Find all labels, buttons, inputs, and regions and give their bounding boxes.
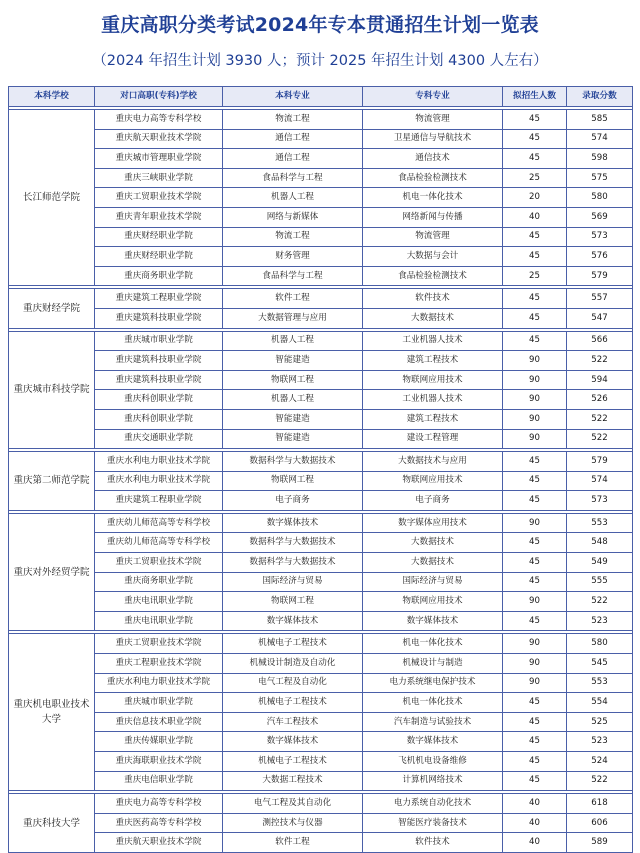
undergrad-major-cell: 财务管理 [223, 247, 363, 267]
admission-score-cell: 580 [567, 188, 633, 208]
enrollment-count-cell: 45 [503, 247, 567, 267]
admission-score-cell: 575 [567, 168, 633, 188]
vocational-major-cell: 计算机网络技术 [363, 771, 503, 791]
undergrad-major-cell: 物联网工程 [223, 471, 363, 491]
admission-score-cell: 580 [567, 634, 633, 654]
undergrad-major-cell: 物联网工程 [223, 592, 363, 612]
admission-score-cell: 573 [567, 227, 633, 247]
enrollment-count-cell: 45 [503, 712, 567, 732]
undergrad-major-cell: 食品科学与工程 [223, 266, 363, 286]
admission-score-cell: 523 [567, 611, 633, 631]
table-row [9, 129, 633, 149]
table-row [9, 752, 633, 772]
vocational-school-cell: 重庆医药高等专科学校 [95, 813, 223, 833]
vocational-major-cell: 电力系统继电保护技术 [363, 673, 503, 693]
vocational-major-cell: 软件技术 [363, 833, 503, 853]
vocational-major-cell: 物流管理 [363, 110, 503, 130]
undergrad-major-cell: 数据科学与大数据技术 [223, 452, 363, 472]
enrollment-count-cell: 45 [503, 693, 567, 713]
enrollment-count-cell: 45 [503, 491, 567, 511]
enrollment-count-cell: 90 [503, 370, 567, 390]
vocational-school-cell: 重庆商务职业学院 [95, 572, 223, 592]
table-row [9, 370, 633, 390]
vocational-school-cell: 重庆电力高等专科学校 [95, 110, 223, 130]
header-vocational-major: 专科专业 [363, 87, 503, 107]
admission-score-cell: 574 [567, 471, 633, 491]
table-row [9, 351, 633, 371]
undergrad-school-cell: 重庆对外经贸学院 [9, 513, 95, 631]
admission-score-cell: 545 [567, 654, 633, 674]
table-row [9, 654, 633, 674]
vocational-major-cell: 智能医疗装备技术 [363, 813, 503, 833]
vocational-major-cell: 数字媒体技术 [363, 732, 503, 752]
table-row [9, 168, 633, 188]
undergrad-major-cell: 测控技术与仪器 [223, 813, 363, 833]
table-row [9, 491, 633, 511]
undergrad-major-cell: 物流工程 [223, 227, 363, 247]
vocational-major-cell: 食品检验检测技术 [363, 168, 503, 188]
table-header-row [9, 87, 633, 107]
page-title: 重庆高职分类考试2024年专本贯通招生计划一览表 [101, 14, 539, 36]
enrollment-count-cell: 45 [503, 308, 567, 328]
table-row [9, 553, 633, 573]
table-row [9, 533, 633, 553]
enrollment-count-cell: 20 [503, 188, 567, 208]
header-undergrad-major: 本科专业 [223, 87, 363, 107]
vocational-school-cell: 重庆财经职业学院 [95, 227, 223, 247]
admission-score-cell: 548 [567, 533, 633, 553]
vocational-major-cell: 物联网应用技术 [363, 471, 503, 491]
enrollment-count-cell: 90 [503, 409, 567, 429]
table-row [9, 289, 633, 309]
table-row [9, 452, 633, 472]
enrollment-count-cell: 40 [503, 813, 567, 833]
vocational-school-cell: 重庆建筑工程职业学院 [95, 289, 223, 309]
undergrad-major-cell: 网络与新媒体 [223, 207, 363, 227]
undergrad-major-cell: 软件工程 [223, 289, 363, 309]
enrollment-count-cell: 90 [503, 513, 567, 533]
enrollment-count-cell: 45 [503, 572, 567, 592]
admission-score-cell: 598 [567, 149, 633, 169]
undergrad-major-cell: 数字媒体技术 [223, 732, 363, 752]
enrollment-count-cell: 90 [503, 592, 567, 612]
undergrad-major-cell: 数据科学与大数据技术 [223, 533, 363, 553]
vocational-major-cell: 软件技术 [363, 289, 503, 309]
vocational-major-cell: 数字媒体应用技术 [363, 513, 503, 533]
vocational-school-cell: 重庆电力高等专科学校 [95, 794, 223, 814]
table-row [9, 592, 633, 612]
enrollment-count-cell: 45 [503, 533, 567, 553]
enrollment-count-cell: 45 [503, 227, 567, 247]
undergrad-major-cell: 智能建造 [223, 409, 363, 429]
admission-score-cell: 569 [567, 207, 633, 227]
vocational-school-cell: 重庆三峡职业学院 [95, 168, 223, 188]
vocational-school-cell: 重庆水利电力职业技术学院 [95, 452, 223, 472]
vocational-major-cell: 物流管理 [363, 227, 503, 247]
vocational-major-cell: 物联网应用技术 [363, 592, 503, 612]
table-row [9, 308, 633, 328]
undergrad-major-cell: 软件工程 [223, 833, 363, 853]
vocational-school-cell: 重庆建筑科技职业学院 [95, 370, 223, 390]
enrollment-count-cell: 45 [503, 771, 567, 791]
admission-score-cell: 579 [567, 266, 633, 286]
vocational-major-cell: 网络新闻与传播 [363, 207, 503, 227]
vocational-major-cell: 大数据技术与应用 [363, 452, 503, 472]
undergrad-major-cell: 食品科学与工程 [223, 168, 363, 188]
vocational-school-cell: 重庆建筑科技职业学院 [95, 351, 223, 371]
enrollment-count-cell: 40 [503, 833, 567, 853]
vocational-major-cell: 建筑工程技术 [363, 409, 503, 429]
undergrad-major-cell: 智能建造 [223, 429, 363, 449]
vocational-school-cell: 重庆电讯职业学院 [95, 592, 223, 612]
vocational-school-cell: 重庆工程职业技术学院 [95, 654, 223, 674]
table-row [9, 693, 633, 713]
undergrad-major-cell: 数字媒体技术 [223, 513, 363, 533]
admission-score-cell: 522 [567, 592, 633, 612]
enrollment-count-cell: 45 [503, 289, 567, 309]
undergrad-major-cell: 数据科学与大数据技术 [223, 553, 363, 573]
vocational-school-cell: 重庆商务职业学院 [95, 266, 223, 286]
admission-score-cell: 522 [567, 429, 633, 449]
vocational-major-cell: 大数据技术 [363, 533, 503, 553]
enrollment-count-cell: 45 [503, 452, 567, 472]
undergrad-major-cell: 国际经济与贸易 [223, 572, 363, 592]
undergrad-school-cell: 重庆机电职业技术大学 [9, 634, 95, 791]
header-vocational-school: 对口高职(专科)学校 [95, 87, 223, 107]
vocational-school-cell: 重庆工贸职业技术学院 [95, 188, 223, 208]
enrollment-count-cell: 45 [503, 752, 567, 772]
undergrad-major-cell: 通信工程 [223, 129, 363, 149]
vocational-major-cell: 电子商务 [363, 491, 503, 511]
table-row [9, 513, 633, 533]
vocational-major-cell: 大数据与会计 [363, 247, 503, 267]
undergrad-major-cell: 电气工程及其自动化 [223, 794, 363, 814]
vocational-major-cell: 机械设计与制造 [363, 654, 503, 674]
table-row [9, 712, 633, 732]
enrollment-count-cell: 90 [503, 673, 567, 693]
admission-score-cell: 553 [567, 673, 633, 693]
admission-score-cell: 522 [567, 771, 633, 791]
header-undergrad-school: 本科学校 [9, 87, 95, 107]
enrollment-count-cell: 45 [503, 471, 567, 491]
vocational-major-cell: 电力系统自动化技术 [363, 794, 503, 814]
admission-score-cell: 522 [567, 351, 633, 371]
vocational-school-cell: 重庆科创职业学院 [95, 409, 223, 429]
enrollment-count-cell: 25 [503, 266, 567, 286]
vocational-major-cell: 汽车制造与试验技术 [363, 712, 503, 732]
table-row [9, 833, 633, 853]
enrollment-count-cell: 45 [503, 331, 567, 351]
admission-score-cell: 574 [567, 129, 633, 149]
admission-score-cell: 606 [567, 813, 633, 833]
vocational-school-cell: 重庆幼儿师范高等专科学校 [95, 513, 223, 533]
enrollment-count-cell: 40 [503, 207, 567, 227]
enrollment-count-cell: 40 [503, 794, 567, 814]
admission-score-cell: 554 [567, 693, 633, 713]
vocational-school-cell: 重庆工贸职业技术学院 [95, 553, 223, 573]
enrollment-count-cell: 45 [503, 611, 567, 631]
enrollment-count-cell: 45 [503, 129, 567, 149]
table-row [9, 110, 633, 130]
table-row [9, 149, 633, 169]
vocational-school-cell: 重庆城市职业学院 [95, 693, 223, 713]
vocational-school-cell: 重庆青年职业技术学院 [95, 207, 223, 227]
undergrad-major-cell: 机器人工程 [223, 188, 363, 208]
undergrad-school-cell: 重庆财经学院 [9, 289, 95, 328]
vocational-major-cell: 数字媒体技术 [363, 611, 503, 631]
vocational-major-cell: 机电一体化技术 [363, 634, 503, 654]
table-row [9, 188, 633, 208]
vocational-major-cell: 工业机器人技术 [363, 331, 503, 351]
vocational-major-cell: 物联网应用技术 [363, 370, 503, 390]
table-row [9, 390, 633, 410]
table-body [9, 107, 633, 853]
enrollment-count-cell: 25 [503, 168, 567, 188]
vocational-school-cell: 重庆工贸职业技术学院 [95, 634, 223, 654]
vocational-school-cell: 重庆交通职业学院 [95, 429, 223, 449]
table-row [9, 471, 633, 491]
header-admission-score: 录取分数 [567, 87, 633, 107]
undergrad-major-cell: 机械电子工程技术 [223, 693, 363, 713]
undergrad-major-cell: 机器人工程 [223, 390, 363, 410]
table-row [9, 813, 633, 833]
table-row [9, 266, 633, 286]
vocational-school-cell: 重庆财经职业学院 [95, 247, 223, 267]
enrollment-count-cell: 90 [503, 634, 567, 654]
undergrad-major-cell: 物流工程 [223, 110, 363, 130]
vocational-school-cell: 重庆电信职业学院 [95, 771, 223, 791]
undergrad-major-cell: 数字媒体技术 [223, 611, 363, 631]
table-row [9, 227, 633, 247]
undergrad-major-cell: 汽车工程技术 [223, 712, 363, 732]
enrollment-count-cell: 90 [503, 654, 567, 674]
undergrad-school-cell: 重庆科技大学 [9, 794, 95, 853]
undergrad-major-cell: 机械电子工程技术 [223, 634, 363, 654]
table-row [9, 794, 633, 814]
table-row [9, 771, 633, 791]
vocational-major-cell: 大数据技术 [363, 308, 503, 328]
admission-score-cell: 553 [567, 513, 633, 533]
admission-score-cell: 576 [567, 247, 633, 267]
admission-score-cell: 526 [567, 390, 633, 410]
admission-score-cell: 547 [567, 308, 633, 328]
vocational-major-cell: 大数据技术 [363, 553, 503, 573]
admission-score-cell: 589 [567, 833, 633, 853]
enrollment-count-cell: 45 [503, 732, 567, 752]
table-row [9, 673, 633, 693]
table-row [9, 634, 633, 654]
vocational-major-cell: 食品检验检测技术 [363, 266, 503, 286]
admission-score-cell: 573 [567, 491, 633, 511]
vocational-school-cell: 重庆城市职业学院 [95, 331, 223, 351]
undergrad-school-cell: 重庆第二师范学院 [9, 452, 95, 511]
admission-score-cell: 585 [567, 110, 633, 130]
undergrad-major-cell: 物联网工程 [223, 370, 363, 390]
undergrad-major-cell: 通信工程 [223, 149, 363, 169]
admission-score-cell: 557 [567, 289, 633, 309]
admission-score-cell: 522 [567, 409, 633, 429]
vocational-school-cell: 重庆传媒职业学院 [95, 732, 223, 752]
vocational-major-cell: 通信技术 [363, 149, 503, 169]
table-row [9, 331, 633, 351]
enrollment-count-cell: 90 [503, 390, 567, 410]
header-planned-enrollment: 拟招生人数 [503, 87, 567, 107]
enrollment-count-cell: 90 [503, 351, 567, 371]
vocational-major-cell: 飞机机电设备维修 [363, 752, 503, 772]
vocational-school-cell: 重庆科创职业学院 [95, 390, 223, 410]
admission-score-cell: 579 [567, 452, 633, 472]
undergrad-major-cell: 智能建造 [223, 351, 363, 371]
vocational-school-cell: 重庆幼儿师范高等专科学校 [95, 533, 223, 553]
admission-score-cell: 555 [567, 572, 633, 592]
vocational-major-cell: 国际经济与贸易 [363, 572, 503, 592]
table-row [9, 429, 633, 449]
table-row [9, 572, 633, 592]
vocational-major-cell: 建筑工程技术 [363, 351, 503, 371]
undergrad-school-cell: 长江师范学院 [9, 110, 95, 286]
admission-score-cell: 618 [567, 794, 633, 814]
undergrad-major-cell: 机械设计制造及自动化 [223, 654, 363, 674]
table-row [9, 207, 633, 227]
table-row [9, 409, 633, 429]
vocational-school-cell: 重庆城市管理职业学院 [95, 149, 223, 169]
admission-score-cell: 524 [567, 752, 633, 772]
vocational-school-cell: 重庆航天职业技术学院 [95, 129, 223, 149]
enrollment-count-cell: 45 [503, 553, 567, 573]
enrollment-count-cell: 45 [503, 149, 567, 169]
vocational-school-cell: 重庆电讯职业学院 [95, 611, 223, 631]
vocational-major-cell: 建设工程管理 [363, 429, 503, 449]
enrollment-count-cell: 90 [503, 429, 567, 449]
table-row [9, 732, 633, 752]
vocational-school-cell: 重庆水利电力职业技术学院 [95, 673, 223, 693]
admission-score-cell: 523 [567, 732, 633, 752]
undergrad-major-cell: 电子商务 [223, 491, 363, 511]
vocational-major-cell: 机电一体化技术 [363, 188, 503, 208]
undergrad-major-cell: 大数据工程技术 [223, 771, 363, 791]
enrollment-count-cell: 45 [503, 110, 567, 130]
undergrad-major-cell: 机械电子工程技术 [223, 752, 363, 772]
vocational-major-cell: 机电一体化技术 [363, 693, 503, 713]
vocational-school-cell: 重庆航天职业技术学院 [95, 833, 223, 853]
vocational-school-cell: 重庆建筑工程职业学院 [95, 491, 223, 511]
table-row [9, 611, 633, 631]
vocational-school-cell: 重庆建筑科技职业学院 [95, 308, 223, 328]
table-row [9, 247, 633, 267]
admission-score-cell: 525 [567, 712, 633, 732]
vocational-school-cell: 重庆海联职业技术学院 [95, 752, 223, 772]
undergrad-major-cell: 电气工程及自动化 [223, 673, 363, 693]
vocational-major-cell: 工业机器人技术 [363, 390, 503, 410]
vocational-school-cell: 重庆水利电力职业技术学院 [95, 471, 223, 491]
undergrad-major-cell: 大数据管理与应用 [223, 308, 363, 328]
admission-score-cell: 594 [567, 370, 633, 390]
undergrad-school-cell: 重庆城市科技学院 [9, 331, 95, 449]
enrollment-table [8, 86, 633, 853]
admission-score-cell: 566 [567, 331, 633, 351]
undergrad-major-cell: 机器人工程 [223, 331, 363, 351]
vocational-school-cell: 重庆信息技术职业学院 [95, 712, 223, 732]
page-subtitle: （2024 年招生计划 3930 人；预计 2025 年招生计划 4300 人左右） [92, 53, 548, 69]
admission-score-cell: 549 [567, 553, 633, 573]
vocational-major-cell: 卫星通信与导航技术 [363, 129, 503, 149]
